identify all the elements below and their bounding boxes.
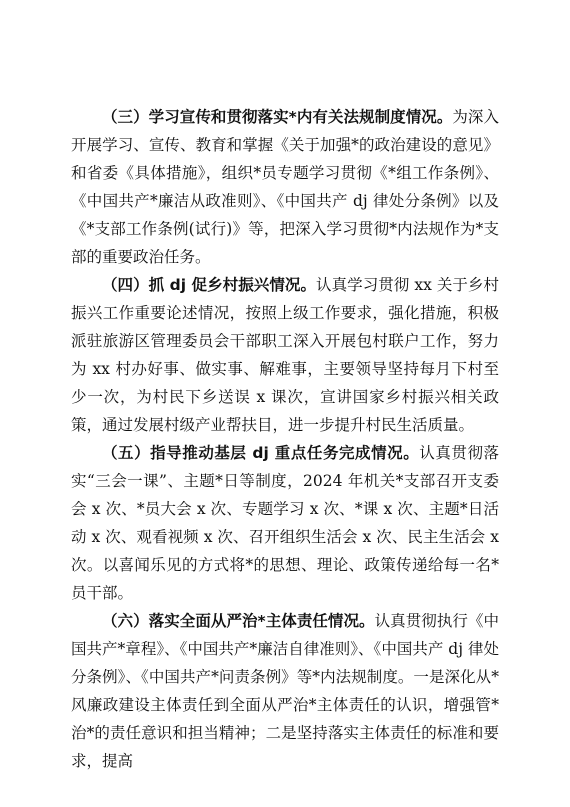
paragraph-study-regulations	[71, 103, 499, 271]
paragraph-main-responsibility	[71, 607, 499, 775]
paragraph-heading: （六）落实全面从严治*主体责任情况。	[102, 612, 375, 630]
document-body	[71, 103, 499, 775]
paragraph-heading: （三）学习宣传和贯彻落实*内有关法规制度情况。	[102, 108, 453, 126]
paragraph-heading: （四）抓 dj 促乡村振兴情况。	[102, 276, 317, 294]
paragraph-rural-revitalization	[71, 271, 499, 439]
paragraph-text: 认真贯彻落实“三会一课”、主题*日等制度，2024 年机关*支部召开支委会 x 次、*员大会 x 次、专题学习 x 次、*课 x 次、主题*日活动 x 次、观看视频 x 次、召开组织生活会 x 次、民主生活会 x 次。以喜闻乐见的方式将*的思想、理论、政策传递给每一名*员干部。	[71, 444, 499, 602]
paragraph-text: 为深入开展学习、宣传、教育和掌握《关于加强*的政治建设的意见》 和省委《具体措施》，组织*员专题学习贯彻《*组工作条例》、《中国共产*廉洁从政准则》、《中国共产 dj 律处分条例》以及《*支部工作条例(试行)》等，把深入学习贯彻*内法规作为*支部的重要政治任务。	[71, 108, 499, 266]
paragraph-text: 认真学习贯彻 xx 关于乡村振兴工作重要论述情况，按照上级工作要求，强化措施，积极派驻旅游区管理委员会干部职工深入开展包村联户工作，努力为 xx 村办好事、做实事、解难事，主要领导坚持每月下村至少一次，为村民下乡送误 x 课次，宣讲国家乡村振兴相关政策，通过发展村级产业帮扶目，进一步提升村民生活质量。	[71, 276, 499, 434]
paragraph-text: 认真贯彻执行《中国共产*章程》、《中国共产*廉洁自律准则》、《中国共产 dj 律处分条例》、《中国共产*问责条例》等*内法规制度。一是深化从*风廉政建设主体责任到全面从严治*主体责任的认识，增强管*治*的责任意识和担当精神；二是坚持落实主体责任的标准和要求，提高	[71, 612, 499, 770]
paragraph-heading: （五）指导推动基层 dj 重点任务完成情况。	[102, 444, 420, 462]
paragraph-grassroots-tasks	[71, 439, 499, 607]
